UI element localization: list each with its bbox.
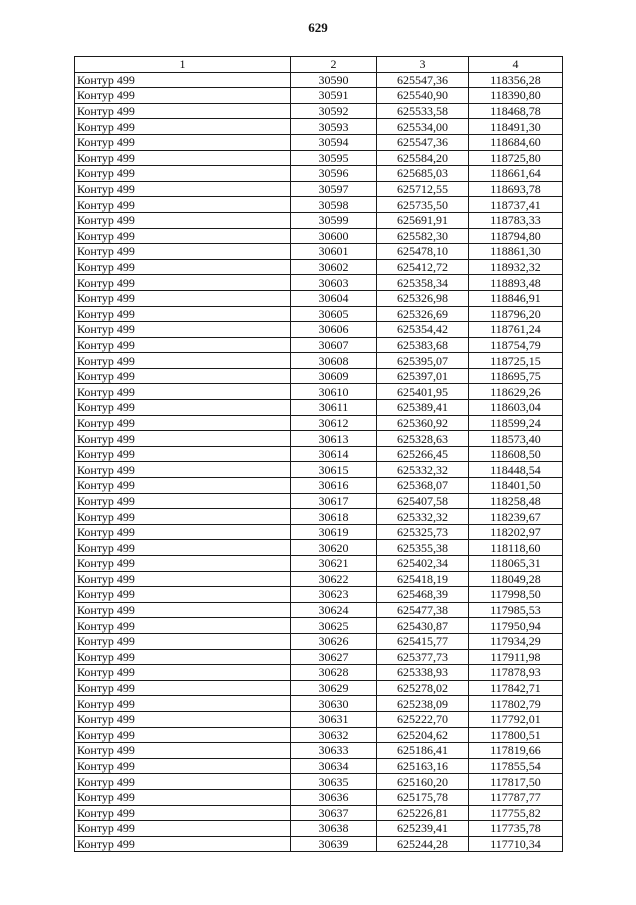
- x-coordinate-cell: 625395,07: [377, 353, 469, 369]
- table-row: [75, 805, 563, 821]
- y-coordinate-cell: 117792,01: [469, 711, 563, 727]
- table-row: [75, 212, 563, 228]
- contour-cell: Контур 499: [75, 72, 291, 88]
- contour-cell: Контур 499: [75, 228, 291, 244]
- y-coordinate-cell: 117934,29: [469, 633, 563, 649]
- point-number-cell: 30613: [291, 431, 377, 447]
- contour-cell: Контур 499: [75, 571, 291, 587]
- x-coordinate-cell: 625160,20: [377, 774, 469, 790]
- table-row: [75, 524, 563, 540]
- table-row: [75, 103, 563, 119]
- point-number-cell: 30612: [291, 415, 377, 431]
- contour-cell: Контур 499: [75, 649, 291, 665]
- table-row: [75, 368, 563, 384]
- table-row: [75, 415, 563, 431]
- y-coordinate-cell: 117802,79: [469, 696, 563, 712]
- point-number-cell: 30636: [291, 789, 377, 805]
- y-coordinate-cell: 118202,97: [469, 524, 563, 540]
- x-coordinate-cell: 625163,16: [377, 758, 469, 774]
- x-coordinate-cell: 625477,38: [377, 602, 469, 618]
- x-coordinate-cell: 625691,91: [377, 212, 469, 228]
- table-row: [75, 197, 563, 213]
- table-row: [75, 353, 563, 369]
- contour-cell: Контур 499: [75, 119, 291, 135]
- coordinates-table: [74, 56, 563, 852]
- point-number-cell: 30638: [291, 821, 377, 837]
- contour-cell: Контур 499: [75, 181, 291, 197]
- column-header-1: 1: [75, 57, 291, 73]
- x-coordinate-cell: 625338,93: [377, 665, 469, 681]
- table-row: [75, 384, 563, 400]
- point-number-cell: 30621: [291, 556, 377, 572]
- column-header-2: 2: [291, 57, 377, 73]
- column-header-4: 4: [469, 57, 563, 73]
- x-coordinate-cell: 625712,55: [377, 181, 469, 197]
- contour-cell: Контур 499: [75, 337, 291, 353]
- x-coordinate-cell: 625540,90: [377, 88, 469, 104]
- y-coordinate-cell: 118491,30: [469, 119, 563, 135]
- contour-cell: Контур 499: [75, 290, 291, 306]
- point-number-cell: 30605: [291, 306, 377, 322]
- point-number-cell: 30628: [291, 665, 377, 681]
- table-row: [75, 306, 563, 322]
- table-row: [75, 540, 563, 556]
- table-row: [75, 119, 563, 135]
- y-coordinate-cell: 118629,26: [469, 384, 563, 400]
- point-number-cell: 30607: [291, 337, 377, 353]
- y-coordinate-cell: 118118,60: [469, 540, 563, 556]
- table-row: [75, 134, 563, 150]
- x-coordinate-cell: 625328,63: [377, 431, 469, 447]
- point-number-cell: 30619: [291, 524, 377, 540]
- contour-cell: Контур 499: [75, 275, 291, 291]
- y-coordinate-cell: 118725,15: [469, 353, 563, 369]
- x-coordinate-cell: 625478,10: [377, 244, 469, 260]
- point-number-cell: 30590: [291, 72, 377, 88]
- y-coordinate-cell: 117817,50: [469, 774, 563, 790]
- y-coordinate-cell: 118725,80: [469, 150, 563, 166]
- y-coordinate-cell: 117855,54: [469, 758, 563, 774]
- y-coordinate-cell: 118065,31: [469, 556, 563, 572]
- contour-cell: Контур 499: [75, 665, 291, 681]
- contour-cell: Контур 499: [75, 680, 291, 696]
- point-number-cell: 30625: [291, 618, 377, 634]
- point-number-cell: 30596: [291, 166, 377, 182]
- point-number-cell: 30592: [291, 103, 377, 119]
- table-row: [75, 665, 563, 681]
- contour-cell: Контур 499: [75, 727, 291, 743]
- point-number-cell: 30597: [291, 181, 377, 197]
- table-row: [75, 400, 563, 416]
- table-row: [75, 166, 563, 182]
- contour-cell: Контур 499: [75, 446, 291, 462]
- y-coordinate-cell: 117985,53: [469, 602, 563, 618]
- point-number-cell: 30630: [291, 696, 377, 712]
- table-row: [75, 493, 563, 509]
- contour-cell: Контур 499: [75, 696, 291, 712]
- point-number-cell: 30606: [291, 322, 377, 338]
- y-coordinate-cell: 117911,98: [469, 649, 563, 665]
- table-row: [75, 571, 563, 587]
- x-coordinate-cell: 625360,92: [377, 415, 469, 431]
- table-row: [75, 774, 563, 790]
- contour-cell: Контур 499: [75, 758, 291, 774]
- y-coordinate-cell: 118608,50: [469, 446, 563, 462]
- y-coordinate-cell: 118599,24: [469, 415, 563, 431]
- point-number-cell: 30599: [291, 212, 377, 228]
- x-coordinate-cell: 625584,20: [377, 150, 469, 166]
- contour-cell: Контур 499: [75, 166, 291, 182]
- x-coordinate-cell: 625186,41: [377, 743, 469, 759]
- x-coordinate-cell: 625355,38: [377, 540, 469, 556]
- y-coordinate-cell: 118573,40: [469, 431, 563, 447]
- y-coordinate-cell: 118603,04: [469, 400, 563, 416]
- table-row: [75, 337, 563, 353]
- x-coordinate-cell: 625239,41: [377, 821, 469, 837]
- table-row: [75, 696, 563, 712]
- y-coordinate-cell: 118401,50: [469, 478, 563, 494]
- y-coordinate-cell: 118390,80: [469, 88, 563, 104]
- table-body: [75, 72, 563, 852]
- point-number-cell: 30632: [291, 727, 377, 743]
- point-number-cell: 30629: [291, 680, 377, 696]
- point-number-cell: 30603: [291, 275, 377, 291]
- table-row: [75, 711, 563, 727]
- x-coordinate-cell: 625332,32: [377, 509, 469, 525]
- x-coordinate-cell: 625415,77: [377, 633, 469, 649]
- x-coordinate-cell: 625204,62: [377, 727, 469, 743]
- contour-cell: Контур 499: [75, 103, 291, 119]
- y-coordinate-cell: 118661,64: [469, 166, 563, 182]
- y-coordinate-cell: 118693,78: [469, 181, 563, 197]
- contour-cell: Контур 499: [75, 400, 291, 416]
- contour-cell: Контур 499: [75, 88, 291, 104]
- point-number-cell: 30609: [291, 368, 377, 384]
- table-row: [75, 462, 563, 478]
- y-coordinate-cell: 118737,41: [469, 197, 563, 213]
- point-number-cell: 30626: [291, 633, 377, 649]
- contour-cell: Контур 499: [75, 493, 291, 509]
- x-coordinate-cell: 625547,36: [377, 72, 469, 88]
- contour-cell: Контур 499: [75, 134, 291, 150]
- x-coordinate-cell: 625418,19: [377, 571, 469, 587]
- x-coordinate-cell: 625332,32: [377, 462, 469, 478]
- x-coordinate-cell: 625468,39: [377, 587, 469, 603]
- contour-cell: Контур 499: [75, 509, 291, 525]
- contour-cell: Контур 499: [75, 306, 291, 322]
- y-coordinate-cell: 118754,79: [469, 337, 563, 353]
- x-coordinate-cell: 625278,02: [377, 680, 469, 696]
- y-coordinate-cell: 118239,67: [469, 509, 563, 525]
- x-coordinate-cell: 625389,41: [377, 400, 469, 416]
- point-number-cell: 30616: [291, 478, 377, 494]
- x-coordinate-cell: 625222,70: [377, 711, 469, 727]
- x-coordinate-cell: 625407,58: [377, 493, 469, 509]
- point-number-cell: 30617: [291, 493, 377, 509]
- contour-cell: Контур 499: [75, 384, 291, 400]
- table-row: [75, 789, 563, 805]
- point-number-cell: 30618: [291, 509, 377, 525]
- contour-cell: Контур 499: [75, 618, 291, 634]
- table-row: [75, 446, 563, 462]
- contour-cell: Контур 499: [75, 462, 291, 478]
- y-coordinate-cell: 117878,93: [469, 665, 563, 681]
- y-coordinate-cell: 118783,33: [469, 212, 563, 228]
- contour-cell: Контур 499: [75, 711, 291, 727]
- x-coordinate-cell: 625226,81: [377, 805, 469, 821]
- contour-cell: Контур 499: [75, 774, 291, 790]
- x-coordinate-cell: 625534,00: [377, 119, 469, 135]
- x-coordinate-cell: 625735,50: [377, 197, 469, 213]
- contour-cell: Контур 499: [75, 368, 291, 384]
- x-coordinate-cell: 625397,01: [377, 368, 469, 384]
- contour-cell: Контур 499: [75, 789, 291, 805]
- x-coordinate-cell: 625533,58: [377, 103, 469, 119]
- point-number-cell: 30591: [291, 88, 377, 104]
- y-coordinate-cell: 118796,20: [469, 306, 563, 322]
- y-coordinate-cell: 117842,71: [469, 680, 563, 696]
- x-coordinate-cell: 625402,34: [377, 556, 469, 572]
- table-row: [75, 259, 563, 275]
- y-coordinate-cell: 118258,48: [469, 493, 563, 509]
- column-header-3: 3: [377, 57, 469, 73]
- y-coordinate-cell: 117998,50: [469, 587, 563, 603]
- x-coordinate-cell: 625326,69: [377, 306, 469, 322]
- contour-cell: Контур 499: [75, 150, 291, 166]
- point-number-cell: 30627: [291, 649, 377, 665]
- y-coordinate-cell: 118695,75: [469, 368, 563, 384]
- point-number-cell: 30615: [291, 462, 377, 478]
- y-coordinate-cell: 117735,78: [469, 821, 563, 837]
- point-number-cell: 30598: [291, 197, 377, 213]
- x-coordinate-cell: 625430,87: [377, 618, 469, 634]
- table-row: [75, 290, 563, 306]
- table-row: [75, 228, 563, 244]
- y-coordinate-cell: 117755,82: [469, 805, 563, 821]
- y-coordinate-cell: 118794,80: [469, 228, 563, 244]
- table-row: [75, 743, 563, 759]
- y-coordinate-cell: 117787,77: [469, 789, 563, 805]
- point-number-cell: 30635: [291, 774, 377, 790]
- table-row: [75, 821, 563, 837]
- x-coordinate-cell: 625377,73: [377, 649, 469, 665]
- x-coordinate-cell: 625383,68: [377, 337, 469, 353]
- table-row: [75, 478, 563, 494]
- x-coordinate-cell: 625175,78: [377, 789, 469, 805]
- contour-cell: Контур 499: [75, 821, 291, 837]
- y-coordinate-cell: 118356,28: [469, 72, 563, 88]
- y-coordinate-cell: 118049,28: [469, 571, 563, 587]
- x-coordinate-cell: 625368,07: [377, 478, 469, 494]
- y-coordinate-cell: 118468,78: [469, 103, 563, 119]
- table-row: [75, 88, 563, 104]
- table-row: [75, 680, 563, 696]
- point-number-cell: 30602: [291, 259, 377, 275]
- point-number-cell: 30604: [291, 290, 377, 306]
- page-number: 629: [308, 20, 328, 35]
- point-number-cell: 30593: [291, 119, 377, 135]
- x-coordinate-cell: 625547,36: [377, 134, 469, 150]
- point-number-cell: 30608: [291, 353, 377, 369]
- contour-cell: Контур 499: [75, 743, 291, 759]
- y-coordinate-cell: 117819,66: [469, 743, 563, 759]
- x-coordinate-cell: 625685,03: [377, 166, 469, 182]
- table-row: [75, 150, 563, 166]
- table-row: [75, 618, 563, 634]
- contour-cell: Контур 499: [75, 197, 291, 213]
- point-number-cell: 30623: [291, 587, 377, 603]
- y-coordinate-cell: 117800,51: [469, 727, 563, 743]
- table-row: [75, 649, 563, 665]
- contour-cell: Контур 499: [75, 602, 291, 618]
- point-number-cell: 30600: [291, 228, 377, 244]
- x-coordinate-cell: 625325,73: [377, 524, 469, 540]
- contour-cell: Контур 499: [75, 540, 291, 556]
- point-number-cell: 30620: [291, 540, 377, 556]
- y-coordinate-cell: 118846,91: [469, 290, 563, 306]
- table-row: [75, 602, 563, 618]
- point-number-cell: 30601: [291, 244, 377, 260]
- table-row: [75, 836, 563, 852]
- point-number-cell: 30634: [291, 758, 377, 774]
- table-row: [75, 587, 563, 603]
- contour-cell: Контур 499: [75, 836, 291, 852]
- contour-cell: Контур 499: [75, 431, 291, 447]
- point-number-cell: 30622: [291, 571, 377, 587]
- table-row: [75, 758, 563, 774]
- x-coordinate-cell: 625266,45: [377, 446, 469, 462]
- x-coordinate-cell: 625354,42: [377, 322, 469, 338]
- contour-cell: Контур 499: [75, 244, 291, 260]
- point-number-cell: 30633: [291, 743, 377, 759]
- point-number-cell: 30610: [291, 384, 377, 400]
- x-coordinate-cell: 625238,09: [377, 696, 469, 712]
- x-coordinate-cell: 625582,30: [377, 228, 469, 244]
- table-row: [75, 633, 563, 649]
- y-coordinate-cell: 118861,30: [469, 244, 563, 260]
- y-coordinate-cell: 118893,48: [469, 275, 563, 291]
- contour-cell: Контур 499: [75, 415, 291, 431]
- table-header: [75, 57, 563, 73]
- contour-cell: Контур 499: [75, 322, 291, 338]
- point-number-cell: 30595: [291, 150, 377, 166]
- point-number-cell: 30614: [291, 446, 377, 462]
- table-row: [75, 322, 563, 338]
- table-row: [75, 431, 563, 447]
- contour-cell: Контур 499: [75, 633, 291, 649]
- x-coordinate-cell: 625412,72: [377, 259, 469, 275]
- contour-cell: Контур 499: [75, 805, 291, 821]
- point-number-cell: 30637: [291, 805, 377, 821]
- table-row: [75, 72, 563, 88]
- contour-cell: Контур 499: [75, 478, 291, 494]
- point-number-cell: 30594: [291, 134, 377, 150]
- contour-cell: Контур 499: [75, 524, 291, 540]
- x-coordinate-cell: 625358,34: [377, 275, 469, 291]
- table-row: [75, 727, 563, 743]
- header-row: [75, 57, 563, 73]
- table-row: [75, 556, 563, 572]
- y-coordinate-cell: 117710,34: [469, 836, 563, 852]
- contour-cell: Контур 499: [75, 259, 291, 275]
- contour-cell: Контур 499: [75, 353, 291, 369]
- x-coordinate-cell: 625401,95: [377, 384, 469, 400]
- table-row: [75, 509, 563, 525]
- y-coordinate-cell: 118932,32: [469, 259, 563, 275]
- table-row: [75, 275, 563, 291]
- table-row: [75, 181, 563, 197]
- point-number-cell: 30624: [291, 602, 377, 618]
- y-coordinate-cell: 118448,54: [469, 462, 563, 478]
- contour-cell: Контур 499: [75, 556, 291, 572]
- y-coordinate-cell: 118761,24: [469, 322, 563, 338]
- y-coordinate-cell: 118684,60: [469, 134, 563, 150]
- point-number-cell: 30631: [291, 711, 377, 727]
- point-number-cell: 30639: [291, 836, 377, 852]
- x-coordinate-cell: 625244,28: [377, 836, 469, 852]
- x-coordinate-cell: 625326,98: [377, 290, 469, 306]
- point-number-cell: 30611: [291, 400, 377, 416]
- table-row: [75, 244, 563, 260]
- contour-cell: Контур 499: [75, 212, 291, 228]
- contour-cell: Контур 499: [75, 587, 291, 603]
- y-coordinate-cell: 117950,94: [469, 618, 563, 634]
